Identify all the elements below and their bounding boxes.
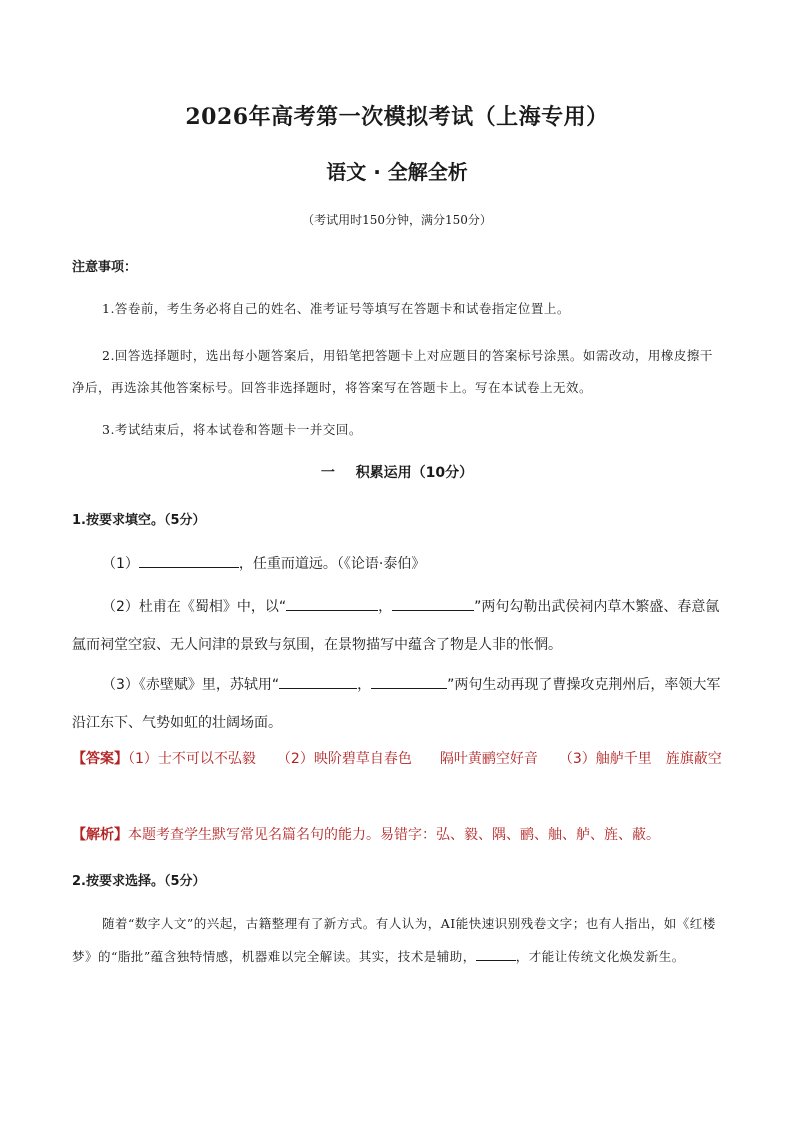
question-1-heading: 1.按要求填空。（5分） (72, 513, 206, 528)
fill-blank (476, 944, 516, 961)
analysis-text: 本题考查学生默写常见名篇名句的能力。易错字：弘、毅、隅、鹂、舳、舻、旌、蔽。 (128, 827, 660, 843)
section-number: 一 (320, 465, 335, 481)
fill-blank (371, 672, 447, 689)
question-2-passage (72, 907, 722, 973)
answer-tag: 【答案】 (72, 751, 128, 767)
page-title: 2026年高考第一次模拟考试（上海专用） (185, 104, 609, 130)
answer-text: （1）士不可以不弘毅 （2）映阶碧草自春色 隔叶黄鹂空好音 （3）舳舻千里 旌旗蔽空 (128, 751, 722, 767)
analysis-tag: 【解析】 (72, 827, 128, 843)
item-2-mid: ， (378, 599, 393, 615)
section-heading (0, 462, 794, 482)
item-2-suffix: ”两句勾勒出武侯祠内草木繁盛、春意氤氲而祠堂空寂、无人问津的景致与氛围，在景物描写中蕴含了物是人非的怅惘。 (72, 599, 720, 653)
fill-blank (139, 551, 239, 568)
item-3-mid: ， (357, 677, 372, 693)
item-1-prefix: （1） (102, 556, 139, 572)
notice-item-1: 1.答卷前，考生务必将自己的姓名、准考证号等填写在答题卡和试卷指定位置上。 (102, 301, 570, 316)
question-1-item-1 (72, 545, 722, 583)
notice-item-3: 3.考试结束后，将本试卷和答题卡一并交回。 (102, 422, 362, 437)
item-2-prefix: （2）杜甫在《蜀相》中，以“ (102, 599, 287, 615)
item-3-suffix: ”两句生动再现了曹操攻克荆州后，率领大军沿江东下、气势如虹的壮阔场面。 (72, 677, 721, 731)
passage-before: 随着“数字人文”的兴起，古籍整理有了新方式。有人认为，AI能快速识别残卷文字；也有人指出，如《红楼梦》的“脂批”蕴含独特情感，机器难以完全解读。其实，技术是辅助， (72, 916, 716, 964)
fill-blank (279, 672, 357, 689)
time-note: （考试用时150分钟，满分150分） (302, 213, 492, 227)
question-2-heading: 2.按要求选择。（5分） (72, 874, 206, 889)
analysis-block (72, 819, 722, 851)
fill-blank (392, 594, 474, 611)
item-3-prefix: （3）《赤壁赋》里，苏轼用“ (102, 677, 280, 693)
notice-item-2: 2.回答选择题时，选出每小题答案后，用铅笔把答题卡上对应题目的答案标号涂黑。如需改动，用橡皮擦干净后，再选涂其他答案标号。回答非选择题时，将答案写在答题卡上。写在本试卷上无效。 (72, 348, 713, 395)
question-1-item-3 (72, 666, 722, 742)
question-1-item-2 (72, 588, 722, 664)
answer-block (72, 743, 722, 775)
passage-after: ，才能让传统文化焕发新生。 (515, 949, 685, 964)
notice-heading: 注意事项： (72, 260, 138, 275)
fill-blank (286, 594, 378, 611)
item-1-suffix: ，任重而道远。（《论语·泰伯》 (238, 556, 426, 572)
section-title: 积累运用（10分） (355, 465, 474, 481)
page-subtitle: 语文 · 全解全析 (326, 160, 468, 184)
